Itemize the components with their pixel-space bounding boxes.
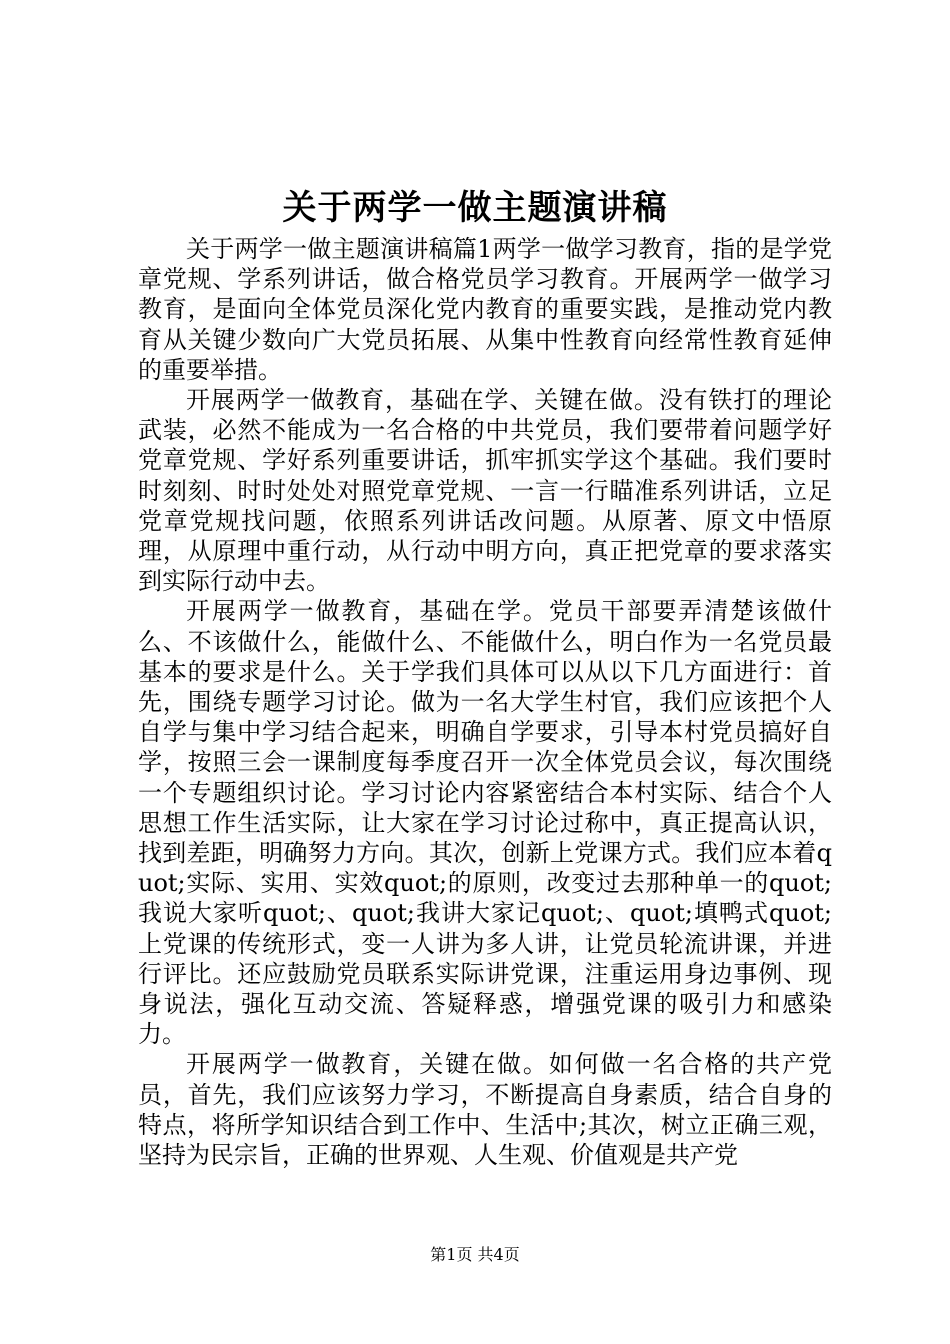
document-body xyxy=(138,234,832,1170)
paragraph-2: 开展两学一做教育，基础在学、关键在做。没有铁打的理论武装，必然不能成为一名合格的中共党员，我们要带着问题学好党章党规、学好系列重要讲话，抓牢抓实学这个基础。我们要时时刻刻、时时处处对照党章党规、一言一行瞄准系列讲话，立足党章党规找问题，依照系列讲话改问题。从原著、原文中悟原理，从原理中重行动，从行动中明方向，真正把党章的要求落实到实际行动中去。 xyxy=(138,386,832,596)
page-number-footer: 第1页 共4页 xyxy=(430,1245,520,1264)
paragraph-4: 开展两学一做教育，关键在做。如何做一名合格的共产党员，首先，我们应该努力学习，不断提高自身素质，结合自身的特点，将所学知识结合到工作中、生活中;其次，树立正确三观，坚持为民宗旨，正确的世界观、人生观、价值观是共产党 xyxy=(138,1050,832,1170)
paragraph-3: 开展两学一做教育，基础在学。党员干部要弄清楚该做什么、不该做什么，能做什么、不能做什么，明白作为一名党员最基本的要求是什么。关于学我们具体可以从以下几方面进行：首先，围绕专题学习讨论。做为一名大学生村官，我们应该把个人自学与集中学习结合起来，明确自学要求，引导本村党员搞好自学，按照三会一课制度每季度召开一次全体党员会议，每次围绕一个专题组织讨论。学习讨论内容紧密结合本村实际、结合个人思想工作生活实际，让大家在学习讨论过称中，真正提高认识，找到差距，明确努力方向。其次，创新上党课方式。我们应本着quot;实际、实用、实效quot;的原则，改变过去那种单一的quot;我说大家听quot;、quot;我讲大家记quot;、quot;填鸭式quot;上党课的传统形式，变一人讲为多人讲，让党员轮流讲课，并进行评比。还应鼓励党员联系实际讲党课，注重运用身边事例、现身说法，强化互动交流、答疑释惑，增强党课的吸引力和感染力。 xyxy=(138,597,832,1049)
document-title: 关于两学一做主题演讲稿 xyxy=(282,188,668,228)
paragraph-1: 关于两学一做主题演讲稿篇1两学一做学习教育，指的是学党章党规、学系列讲话，做合格党员学习教育。开展两学一做学习教育，是面向全体党员深化党内教育的重要实践，是推动党内教育从关键少数向广大党员拓展、从集中性教育向经常性教育延伸的重要举措。 xyxy=(138,235,832,384)
